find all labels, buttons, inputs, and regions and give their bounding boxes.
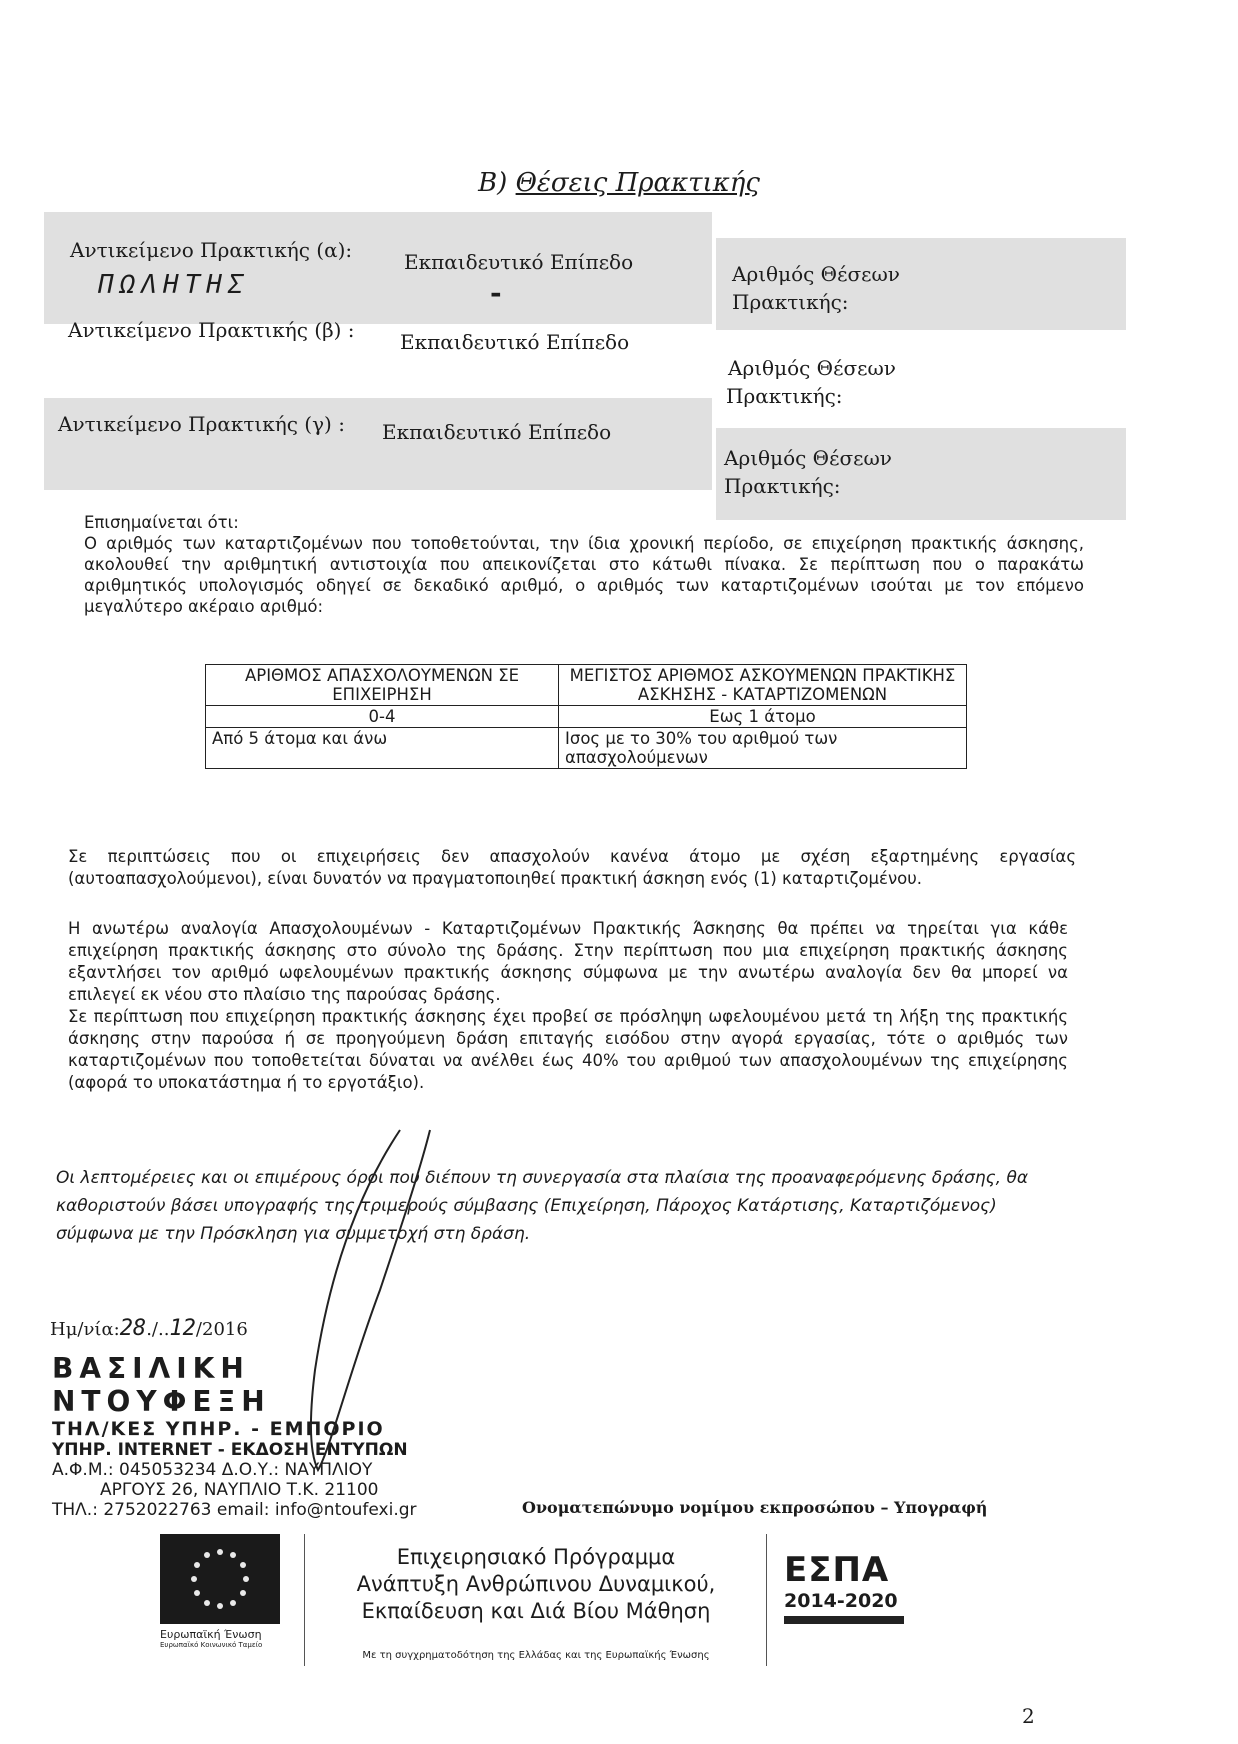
stamp-line-4: ΑΡΓΟΥΣ 26, ΝΑΥΠΛΙΟ Τ.Κ. 21100	[100, 1480, 379, 1500]
paragraph-text: Οι λεπτομέρειες και οι επιμέρους όροι που διέπουν τη συνεργασία στα πλαίσια της προαναφερόμενης δράσης, θα καθοριστούν βάσει υπογραφής της τριμερούς σύμβασης (Επιχείρηση, Πάροχος Κατάρτισης, Καταρτιζόμενος) σύμφωνα με την Πρόσκληση για συμμετοχή στη δράση.	[56, 1168, 1029, 1244]
eu-flag-icon	[160, 1534, 280, 1624]
signature-scribble	[270, 1110, 470, 1480]
date-month: 12	[169, 1316, 196, 1341]
edu-a-value: -	[490, 276, 502, 309]
espa-years: 2014-2020	[784, 1590, 898, 1612]
table-row	[206, 728, 967, 769]
eu-label: Ευρωπαϊκή Ένωση	[160, 1628, 262, 1641]
paragraph-text: Σε περίπτωση που επιχείρηση πρακτικής άσκησης έχει προβεί σε πρόσληψη ωφελουμένου μετά τη λήξη της πρακτικής άσκησης στην παρούσα ή σε προηγούμενη δράση επιταγής εισόδου στην αγορά εργασίας, τότε ο αριθμός των καταρτιζομένων που τοποθετείται δύναται να ανέλθει έως 40% του αριθμού των απασχολουμένων της επιχείρησης (αφορά το υποκατάστημα ή το εργοτάξιο).	[68, 1007, 1068, 1092]
paragraph-text: Η ανωτέρω αναλογία Απασχολουμένων - Καταρτιζομένων Πρακτικής Άσκησης θα πρέπει να τηρείται για κάθε επιχείρηση πρακτικής άσκησης στο σύνολο της δράσης. Στην περίπτωση που μια επιχείρηση πρακτικής άσκησης εξαντλήσει τον αριθμό ωφελουμένων πρακτικής άσκησης σύμφωνα με την ανωτέρω αναλογία δεν θα μπορεί να επιλεγεί εκ νέου στο πλαίσιο της παρούσας δράσης.	[68, 919, 1068, 1004]
paragraph-ratio-rules	[68, 918, 1068, 1094]
paragraph-text: Σε περιπτώσεις που οι επιχειρήσεις δεν απασχολούν κανένα άτομο με σχέση εξαρτημένης εργασίας (αυτοαπασχολούμενοι), είναι δυνατόν να πραγματοποιηθεί πρακτική άσκηση ενός (1) καταρτιζομένου.	[68, 847, 1076, 888]
ratio-cell: Εως 1 άτομο	[559, 706, 967, 728]
table-row	[206, 706, 967, 728]
obj-c-label: Αντικείμενο Πρακτικής (γ) :	[58, 412, 345, 436]
positions-a-label-2: Πρακτικής:	[732, 290, 849, 314]
edu-a-label: Εκπαιδευτικό Επίπεδο	[404, 250, 634, 274]
notes	[84, 512, 1084, 617]
positions-b-label-2: Πρακτικής:	[726, 384, 843, 408]
edu-c-label: Εκπαιδευτικό Επίπεδο	[382, 420, 612, 444]
positions-a-label-1: Αριθμός Θέσεων	[732, 262, 900, 286]
date-day: 28	[119, 1316, 147, 1341]
footer-divider-right	[766, 1534, 767, 1666]
section-title-text: Θέσεις Πρακτικής	[515, 168, 760, 198]
eu-sub: Ευρωπαϊκό Κοινωνικό Ταμείο	[160, 1641, 263, 1649]
program-line-2: Ανάπτυξη Ανθρώπινου Δυναμικού,	[356, 1572, 716, 1596]
ratio-cell: 0-4	[206, 706, 559, 728]
obj-b-label: Αντικείμενο Πρακτικής (β) :	[68, 318, 355, 342]
eu-logo	[160, 1534, 292, 1649]
ratio-cell: Ισος με το 30% του αριθμού των απασχολούμενων	[559, 728, 967, 769]
stamp-line-1: ΤΗΛ/ΚΕΣ ΥΠΗΡ. - ΕΜΠΟΡΙΟ	[52, 1418, 385, 1440]
espa-logo	[784, 1550, 914, 1624]
signature-caption: Ονοματεπώνυμο νομίμου εκπροσώπου – Υπογραφή	[522, 1498, 988, 1517]
program-block	[318, 1544, 754, 1625]
stamp-line-2: ΥΠΗΡ. INTERNET - ΕΚΔΟΣΗ ΕΝΤΥΠΩΝ	[52, 1440, 408, 1460]
obj-a-value: ΠΩΛΗΤΗΣ	[98, 270, 250, 300]
date-line: Ημ/νία:28./..12/2016	[50, 1316, 248, 1341]
espa-bar	[784, 1616, 904, 1624]
edu-b-label: Εκπαιδευτικό Επίπεδο	[400, 330, 630, 354]
ratio-cell: Από 5 άτομα και άνω	[206, 728, 559, 769]
ratio-header-employees: ΑΡΙΘΜΟΣ ΑΠΑΣΧΟΛΟΥΜΕΝΩΝ ΣΕ ΕΠΙΧΕΙΡΗΣΗ	[206, 665, 559, 706]
notes-text: Ο αριθμός των καταρτιζομένων που τοποθετούνται, την ίδια χρονική περίοδο, σε επιχείρηση πρακτικής άσκησης, ακολουθεί την αριθμητική αντιστοιχία που απεικονίζεται στο κάτωθι πίνακα. Σε περίπτωση που ο παρακάτω αριθμητικός υπολογισμός οδηγεί σε δεκαδικό αριθμό, ο αριθμός των καταρτιζομένων ισούται με τον επόμενο μεγαλύτερο ακέραιο αριθμό:	[84, 534, 1084, 616]
stamp-line-5: ΤΗΛ.: 2752022763 email: info@ntoufexi.gr	[52, 1500, 417, 1520]
stamp-line-3: Α.Φ.Μ.: 045053234 Δ.Ο.Υ.: ΝΑΥΠΛΙΟΥ	[52, 1460, 373, 1480]
program-line-1: Επιχειρησιακό Πρόγραμμα	[396, 1545, 676, 1569]
espa-text: ΕΣΠΑ	[784, 1550, 890, 1590]
program-line-3: Εκπαίδευση και Διά Βίου Μάθηση	[361, 1599, 711, 1623]
date-label: Ημ/νία:	[50, 1319, 120, 1340]
section-title-prefix: Β)	[478, 168, 516, 198]
paragraph-self-employed	[68, 846, 1076, 890]
paragraph-terms	[56, 1164, 1066, 1248]
ratio-table-header	[206, 665, 967, 706]
ratio-table	[205, 664, 967, 769]
page-number: 2	[1022, 1704, 1035, 1728]
stamp-name: ΒΑΣΙΛΙΚΗ ΝΤΟΥΦΕΞΗ	[52, 1352, 271, 1418]
section-title	[0, 168, 1238, 198]
date-year: /2016	[195, 1319, 248, 1340]
obj-a-label: Αντικείμενο Πρακτικής (α):	[70, 238, 353, 262]
notes-intro: Επισημαίνεται ότι:	[84, 513, 239, 532]
positions-c-label-2: Πρακτικής:	[724, 474, 841, 498]
cofund-text: Με τη συγχρηματοδότηση της Ελλάδας και της Ευρωπαϊκής Ένωσης	[362, 1650, 710, 1661]
ratio-header-trainees: ΜΕΓΙΣΤΟΣ ΑΡΙΘΜΟΣ ΑΣΚΟΥΜΕΝΩΝ ΠΡΑΚΤΙΚΗΣ ΑΣΚΗΣΗΣ - ΚΑΤΑΡΤΙΖΟΜΕΝΩΝ	[559, 665, 967, 706]
footer-divider-left	[304, 1534, 305, 1666]
positions-c-label-1: Αριθμός Θέσεων	[724, 446, 892, 470]
positions-b-label-1: Αριθμός Θέσεων	[728, 356, 896, 380]
